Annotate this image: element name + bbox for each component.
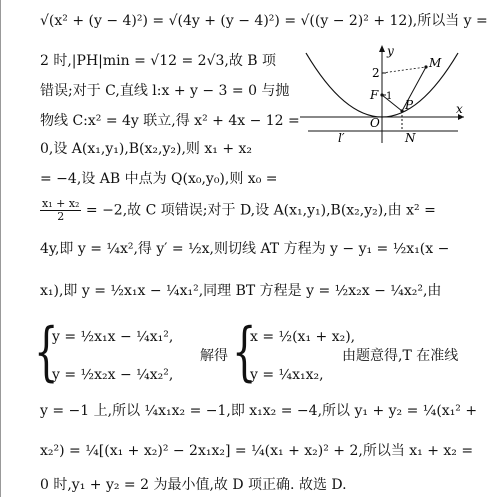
- label-2: 2: [372, 66, 380, 80]
- label-F: F: [370, 88, 379, 102]
- solve-word: 解得: [200, 348, 228, 364]
- label-l-prime: l′: [338, 131, 345, 145]
- label-M: M: [429, 56, 442, 70]
- left-brace-2: {: [232, 315, 257, 389]
- label-P: P: [405, 98, 414, 112]
- line-5: 0,设 A(x₁,y₁),B(x₂,y₂),则 x₁ + x₂: [40, 141, 253, 157]
- y-axis-arrow: [379, 45, 385, 52]
- line-2: 2 时,|PH|min = √12 = 2√3,故 B 项: [40, 53, 277, 69]
- fraction-x0: $\frac{\text{x₁ + x₂}}{2}$: [42, 197, 80, 223]
- point-P: [400, 109, 403, 112]
- line-8: 4y,即 y = ¼x²,得 y′ = ½x,则切线 AT 方程为 y − y₁ = ½x₁(x −: [40, 241, 450, 257]
- left-brace-1: {: [34, 315, 59, 389]
- line-9: x₁),即 y = ½x₁x − ¼x₁²,同理 BT 方程是 y = ½x₂x − ¼x₂²,由: [40, 283, 442, 299]
- line-11: x₂²) = ¼[(x₁ + x₂)² − 2x₁x₂] = ¼(x₁ + x₂)² + 2,所以当 x₁ + x₂ =: [40, 443, 474, 459]
- label-x: x: [456, 102, 463, 116]
- dashed-guide: [382, 67, 426, 73]
- solution-y: y = ¼x₁x₂,: [250, 367, 324, 383]
- line-1: √(x² + (y − 4)²) = √(4y + (y − 4)²) = √((y − 2)² + 12),所以当 y =: [40, 13, 488, 29]
- parabola-figure: [298, 43, 468, 145]
- label-1: 1: [386, 91, 393, 102]
- equation-system: [34, 315, 460, 390]
- label-y: y: [387, 44, 394, 58]
- system-eq-1: y = ½x₁x − ¼x₁²,: [52, 329, 174, 345]
- label-N: N: [405, 131, 416, 145]
- point-F: [380, 93, 383, 96]
- line-10: y = −1 上,所以 ¼x₁x₂ = −1,即 x₁x₂ = −4,所以 y₁ + y₂ = ¼(x₁² +: [40, 403, 478, 419]
- system-tail: 由题意得,T 在准线: [342, 348, 459, 364]
- line-6: = −4,设 AB 中点为 Q(x₀,y₀),则 x₀ =: [40, 171, 278, 187]
- left-margin-rule: [0, 0, 1, 497]
- point-M: [424, 65, 427, 68]
- line-12: 0 时,y₁ + y₂ = 2 为最小值,故 D 项正确. 故选 D.: [40, 477, 347, 493]
- solution-x: x = ½(x₁ + x₂),: [250, 329, 356, 345]
- line-3: 错误;对于 C,直线 l:x + y − 3 = 0 与抛: [40, 83, 290, 99]
- label-O: O: [370, 116, 380, 130]
- system-eq-2: y = ½x₂x − ¼x₂²,: [52, 367, 174, 383]
- line-7: $\frac{\text{x₁ + x₂}}{2}$ = −2,故 C 项错误;对于 D,设 A(x₁,y₁),B(x₂,y₂),由 x² =: [42, 197, 436, 223]
- line-4: 物线 C:x² = 4y 联立,得 x² + 4x − 12 =: [40, 113, 300, 129]
